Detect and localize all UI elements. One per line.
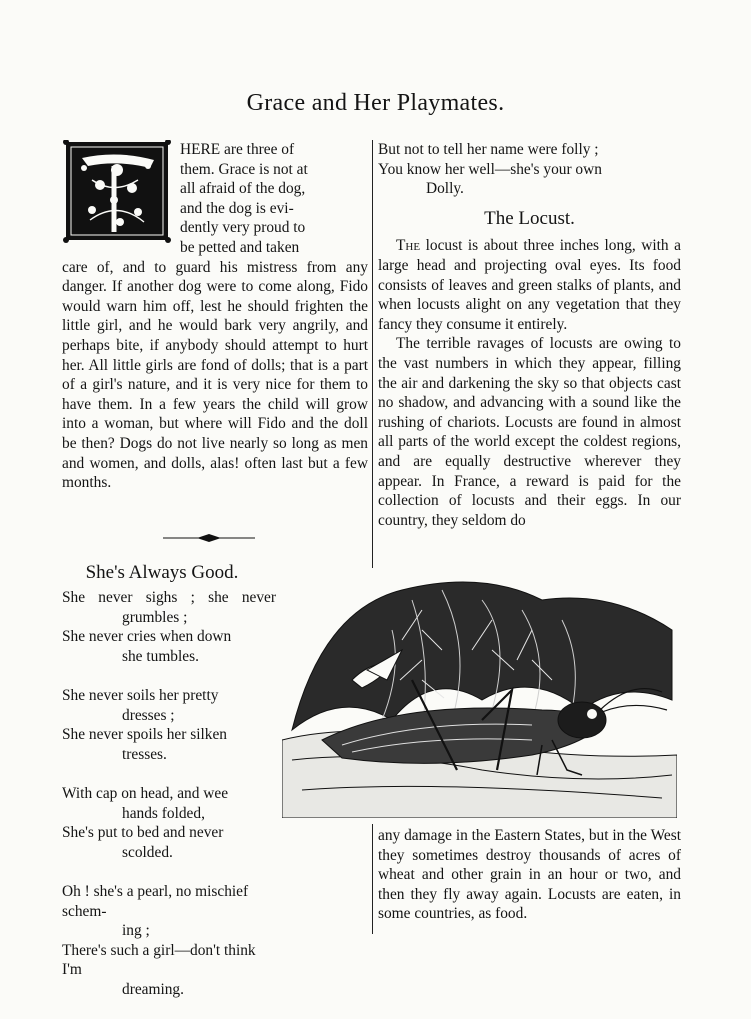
- locust-illustration: [282, 570, 677, 818]
- poem-line: She's put to bed and never: [62, 824, 224, 842]
- poem-stanza: [62, 686, 276, 764]
- story-line: all afraid of the dog,: [180, 180, 306, 198]
- poem-line: she tumbles.: [122, 647, 199, 665]
- poem-line: tresses.: [122, 745, 167, 763]
- poem-line: ing ;: [122, 922, 150, 940]
- poem-line: She never soils her pretty: [62, 686, 219, 704]
- poem-heading: She's Always Good.: [85, 562, 239, 583]
- poem-stanza: [62, 588, 276, 666]
- dropcap-ornament-icon: [62, 140, 172, 244]
- poem-stanza: [62, 882, 276, 1000]
- poem-end-line: Dolly.: [426, 180, 464, 198]
- story-line: be petted and taken: [180, 238, 300, 256]
- poem: [62, 588, 276, 1019]
- section-separator-icon: [163, 532, 255, 544]
- poem-line: She never spoils her silken: [62, 726, 227, 744]
- story-column: [62, 140, 368, 493]
- poem-line: With cap on head, and wee: [62, 784, 229, 802]
- locust-paragraph-continued: any damage in the Eastern States, but in the West they sometimes destroy thousands of acres of wheat and other grain in an hour or two, and then they fly away again. Locusts are eaten, in some countries, as food.: [378, 827, 681, 923]
- poem-line: hands folded,: [122, 804, 205, 822]
- story-line: dently very proud to: [180, 219, 306, 237]
- locust-paragraph-lead: The: [396, 237, 421, 255]
- poem-line: dresses ;: [122, 706, 175, 724]
- story-line: HERE are three of: [180, 141, 295, 158]
- story-line: and the dog is evi-: [180, 199, 294, 217]
- locust-paragraph-text: locust is about three inches long, with a large head and projecting oval eyes. Its food consists of leaves and green stalks of plants, and when locusts alight on any vegetation that they fancy they consume it entirely.: [378, 237, 681, 333]
- poem-line: She never sighs ; she never: [62, 589, 276, 606]
- page-title: Grace and Her Playmates.: [246, 90, 505, 116]
- right-column: [378, 140, 681, 530]
- poem-line: She never cries when down: [62, 628, 232, 646]
- poem-line: dreaming.: [122, 980, 184, 998]
- poem-end-line: But not to tell her name were folly ;: [378, 141, 599, 158]
- poem-line: grumbles ;: [122, 608, 188, 626]
- column-divider-bottom: [372, 824, 373, 934]
- story-paragraph: care of, and to guard his mistress from any danger. If another dog were to come along, Fido would warn him off, lest he should frighten the little girl, and he would bark very angrily, and perhaps bite, if anybody should attempt to hurt her. All little girls are fond of dolls; that is a part of a girl's nature, and it is very nice for them to have them. In a few years the child will grow into a woman, but where will Fido and the doll be then? Dogs do not live nearly so long as men and women, and dolls, alas! often last but a few months.: [62, 258, 368, 492]
- column-divider-top: [372, 140, 373, 568]
- locust-paragraph: [378, 236, 681, 334]
- locust-paragraph: The terrible ravages of locusts are owing to the vast numbers in which they appear, filling the air and darkening the sky so that objects cast no shadow, and advancing with a sound like the rushing of chariots. Locusts are found in almost all parts of the world except the coldest regions, and are equally destructive wherever they appear. In France, a reward is paid for the collection of locusts and their eggs. In our country, they seldom do: [378, 335, 681, 529]
- poem-line: There's such a girl—don't think I'm: [62, 941, 256, 979]
- poem-stanza: [62, 784, 276, 862]
- story-line: them. Grace is not at: [180, 160, 308, 178]
- poem-line: Oh ! she's a pearl, no mischief schem-: [62, 882, 249, 920]
- ornamental-dropcap: [62, 140, 172, 244]
- locust-heading: The Locust.: [484, 207, 575, 229]
- poem-end-line: You know her well—she's your own: [378, 160, 602, 178]
- poem-line: scolded.: [122, 843, 173, 861]
